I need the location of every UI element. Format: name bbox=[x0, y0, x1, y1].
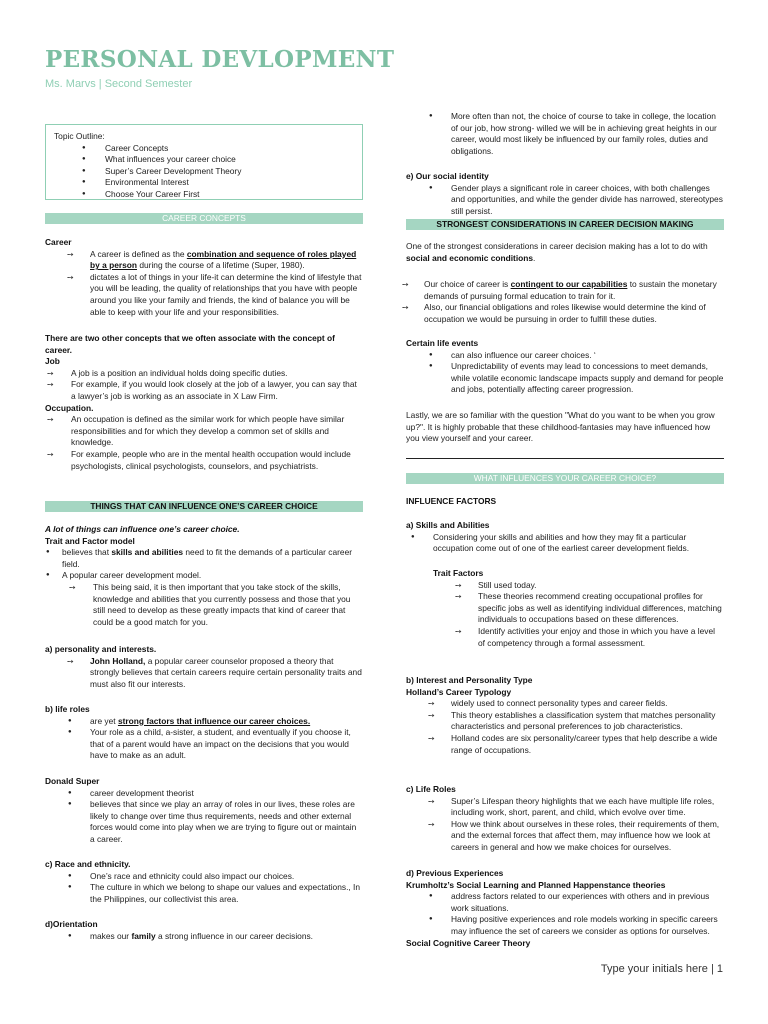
list-item bbox=[45, 882, 363, 905]
section-trait-factors bbox=[406, 568, 724, 649]
bullet-icon: ● bbox=[429, 351, 433, 358]
text: believes that since we play an array of roles in our lives, these roles are likely to change over time thus requirements, needs and other external forces would come into play when we are trying to figure out or maintain a career. bbox=[90, 799, 357, 844]
bullet-icon: ● bbox=[429, 916, 433, 923]
list-item: ● Environmental Interest bbox=[80, 177, 354, 189]
text: Also, our financial obligations and roles likewise would determine the kind of occupation we would be pursuing in order to fulfill these duties. bbox=[424, 302, 706, 324]
section-career bbox=[45, 237, 363, 318]
text: . bbox=[533, 252, 536, 263]
heading-personality: a) personality and interests. bbox=[45, 644, 157, 654]
heading-certain-life-events: Certain life events bbox=[406, 338, 479, 348]
text: dictates a lot of things in your life-it can determine the kind of lifestyle that you will be leading, the quality of relationships that you have with people around you like your family and friends, the kind of balance you will be able to keep with your life and your responsibilities. bbox=[90, 271, 362, 317]
arrow-icon: ➙ bbox=[67, 272, 74, 282]
section-life-roles bbox=[45, 704, 363, 762]
list-item bbox=[45, 547, 363, 570]
list-item bbox=[406, 361, 724, 396]
list-item bbox=[406, 626, 724, 649]
text: For example, people who are in the mental health occupation would include psychologists, clinical psychologists, counselors, and psychiatrists. bbox=[71, 448, 351, 471]
section-skills bbox=[406, 520, 724, 555]
list-item bbox=[45, 716, 363, 728]
list-item bbox=[406, 796, 724, 819]
heading-interest: b) Interest and Personality Type bbox=[406, 675, 533, 685]
list-item bbox=[45, 656, 363, 691]
page-footer: Type your initials here | 1 bbox=[600, 963, 723, 975]
heading-career: Career bbox=[45, 237, 72, 247]
list-item bbox=[45, 727, 363, 762]
text: How we think about ourselves in these roles, their requirements of them, and the external forces that affect them, may influence how we look at careers in general and how we make choices for ourselves. bbox=[451, 818, 720, 852]
list-item bbox=[45, 449, 363, 472]
text: widely used to connect personality types and career fields. bbox=[451, 698, 668, 709]
arrow-icon: ➙ bbox=[428, 796, 435, 806]
list-item bbox=[406, 698, 724, 710]
text: Holland codes are six personality/career types that help describe a wide range of occupations. bbox=[451, 732, 718, 755]
text: More often than not, the choice of course to take in college, the location of our job, how strong- willed we will be in achieving great heights in our career, would most likely be influenced by our family roles, duties and obligations. bbox=[451, 111, 717, 156]
text: These theories recommend creating occupational profiles for specific jobs as well as identifying individual differences, matching individuals to occupations based on these differences. bbox=[478, 591, 722, 625]
section-donald-super bbox=[45, 776, 363, 846]
section-previous-experiences bbox=[406, 868, 724, 949]
arrow-icon: ➙ bbox=[455, 580, 462, 590]
list-item: ● What influences your career choice bbox=[80, 154, 354, 166]
text: One of the strongest considerations in career decision making has a lot to do with bbox=[406, 241, 708, 251]
text: Our choice of career is bbox=[424, 279, 511, 289]
list-item bbox=[406, 733, 724, 756]
bullet-icon: ● bbox=[68, 884, 72, 891]
list-item bbox=[406, 350, 724, 362]
list-item bbox=[406, 891, 724, 914]
section-life-roles-right bbox=[406, 784, 724, 854]
emphasis: social and economic conditions bbox=[406, 252, 534, 263]
heading-previous: d) Previous Experiences bbox=[406, 868, 504, 878]
text: a popular career counselor proposed a theory that strongly believes that certain careers require certain personality traits and must also fit our interests. bbox=[90, 655, 362, 689]
section-certain-life-events bbox=[406, 338, 724, 396]
heading-krumholtz: Krumholtz’s Social Learning and Planned Happenstance theories bbox=[406, 879, 666, 890]
list-item bbox=[45, 799, 363, 845]
section-social-identity bbox=[406, 171, 724, 217]
bullet-icon: ● bbox=[429, 363, 433, 370]
arrow-icon: ➙ bbox=[428, 710, 435, 720]
section-course bbox=[406, 111, 724, 157]
text: to sustain the monetary demands of pursuing formal education to train for it. bbox=[424, 279, 717, 301]
list-item bbox=[406, 819, 724, 854]
arrow-icon: ➙ bbox=[47, 449, 54, 459]
page-subtitle: Ms. Marvs | Second Semester bbox=[45, 78, 193, 90]
text: For example, if you would look closely at the job of a lawyer, you can say that a lawyer’s job is working as an associate in X Law Firm. bbox=[71, 379, 357, 401]
list-item bbox=[406, 183, 724, 218]
emphasis: contingent to our capabilities bbox=[510, 279, 628, 289]
list-item bbox=[45, 249, 363, 272]
arrow-icon: ➙ bbox=[428, 733, 435, 743]
text: An occupation is defined as the similar work for which people have similar responsibilities and for which they develop a common set of skills and knowledge. bbox=[71, 414, 345, 448]
text: A career is defined as the bbox=[90, 248, 187, 259]
list-item bbox=[45, 570, 363, 582]
bullet-icon: ● bbox=[68, 729, 72, 736]
band-career-concepts: CAREER CONCEPTS bbox=[45, 213, 363, 224]
bullet-icon: ● bbox=[68, 717, 72, 724]
topic-outline-label: Topic Outline: bbox=[54, 131, 105, 141]
heading-occupation: Occupation. bbox=[45, 402, 94, 413]
text: One’s race and ethnicity could also impact our choices. bbox=[90, 870, 295, 881]
text: believes that bbox=[62, 547, 112, 558]
text: career development theorist bbox=[90, 787, 194, 798]
text: need to fit the demands of a particular career field. bbox=[62, 547, 353, 569]
section-strongest bbox=[406, 241, 724, 264]
list-item bbox=[406, 580, 724, 592]
bullet-icon: ● bbox=[46, 572, 50, 579]
heading-job: Job bbox=[45, 356, 60, 367]
list-item: ● Super’s Career Development Theory bbox=[80, 166, 354, 178]
text: can also influence our career choices. ‘ bbox=[451, 349, 596, 360]
bullet-icon: ● bbox=[429, 113, 433, 119]
emphasis: combination and sequence of roles played by a person bbox=[90, 248, 357, 271]
heading-life-roles: b) life roles bbox=[45, 704, 90, 714]
text: This theory establishes a classification system that matches personality characteristics and personal preferences to job characteristics. bbox=[451, 709, 716, 732]
bullet-icon: ● bbox=[68, 801, 72, 808]
text: Still used today. bbox=[478, 579, 537, 590]
heading-influence-factors: INFLUENCE FACTORS bbox=[406, 496, 497, 506]
text: Having positive experiences and role models working in specific careers may influence the set of careers we consider as options for ourselves. bbox=[451, 914, 718, 936]
section-trait bbox=[45, 524, 363, 628]
emphasis: strong factors that influence our career choices. bbox=[117, 715, 311, 726]
emphasis: skills and abilities bbox=[111, 547, 184, 558]
arrow-icon: ➙ bbox=[402, 303, 409, 313]
bullet-icon: ● bbox=[68, 932, 72, 939]
topic-outline-list bbox=[80, 143, 354, 201]
heading-race: c) Race and ethnicity. bbox=[45, 859, 131, 869]
emphasis: John Holland, bbox=[90, 655, 146, 666]
band-things-influence: THINGS THAT CAN INFLUENCE ONE’S CAREER CHOICE bbox=[45, 501, 363, 512]
text: makes our bbox=[90, 930, 132, 941]
bullet-icon: ● bbox=[429, 893, 433, 900]
list-item bbox=[45, 931, 363, 943]
heading-social-identity: e) Our social identity bbox=[406, 171, 489, 181]
list-item bbox=[45, 582, 363, 628]
arrow-icon: ➙ bbox=[428, 699, 435, 709]
list-item bbox=[402, 302, 724, 325]
arrow-icon: ➙ bbox=[47, 380, 54, 390]
bullet-icon: ● bbox=[68, 789, 72, 796]
bullet-icon: ● bbox=[68, 872, 72, 879]
list-item bbox=[406, 111, 724, 157]
text: A popular career development model. bbox=[62, 570, 202, 581]
text: a strong influence in our career decisions. bbox=[155, 930, 314, 941]
topic-outline-box bbox=[45, 124, 363, 200]
bullet-icon: ● bbox=[46, 549, 50, 556]
arrow-icon: ➙ bbox=[67, 249, 74, 259]
heading-two-concepts: There are two other concepts that we often associate with the concept of career. bbox=[45, 333, 335, 355]
heading-orientation: d)Orientation bbox=[45, 919, 98, 929]
section-interest bbox=[406, 675, 724, 756]
text: address factors related to our experiences with others and in previous work situations. bbox=[451, 891, 710, 913]
text: during the course of a lifetime (Super, 1980). bbox=[137, 260, 305, 271]
paragraph-strongest bbox=[406, 241, 724, 264]
list-item: ● Career Concepts bbox=[80, 143, 354, 155]
text: A job is a position an individual holds doing specific duties. bbox=[71, 367, 288, 378]
section-personality bbox=[45, 644, 363, 690]
bullet-icon: ● bbox=[411, 533, 415, 540]
arrow-icon: ➙ bbox=[455, 626, 462, 636]
emphasis: family bbox=[131, 930, 156, 941]
text: Identify activities your enjoy and those in which you have a level of competency through a formal assessment. bbox=[478, 625, 715, 648]
list-item bbox=[45, 788, 363, 800]
arrow-icon: ➙ bbox=[455, 592, 462, 602]
text: Super’s Lifespan theory highlights that we each have multiple life roles, including work, short, parent, and child, which evolve over time. bbox=[451, 795, 715, 818]
text: are yet bbox=[90, 715, 118, 726]
paragraph-lastly: Lastly, we are so familiar with the question "What do you want to be when you grow up?". It is highly probable that these childhood-fantasies may have influenced how you view yourself and your career. bbox=[406, 410, 715, 444]
list-item: ● Choose Your Career First bbox=[80, 189, 354, 201]
heading-holland: Holland’s Career Typology bbox=[406, 686, 512, 697]
divider bbox=[406, 458, 724, 459]
arrow-icon: ➙ bbox=[69, 582, 76, 592]
heading-trait-factors: Trait Factors bbox=[433, 568, 484, 578]
text: This being said, it is then important that you take stock of the skills, knowledge and abilities that you currently possess and those that you still need to develop as these greatly impacts that kind of career that could be a good match for you. bbox=[93, 581, 351, 627]
page-title: PERSONAL DEVLOPMENT bbox=[45, 46, 395, 73]
text: Unpredictability of events may lead to concessions to meet demands, while volatile economic landscape impacts supply and demand for people and jobs, potentially affecting career progression. bbox=[451, 361, 724, 395]
bullet-icon: ● bbox=[429, 184, 433, 191]
arrow-icon: ➙ bbox=[402, 280, 409, 289]
band-strongest: STRONGEST CONSIDERATIONS IN CAREER DECISION MAKING bbox=[406, 219, 724, 230]
heading-skills: a) Skills and Abilities bbox=[406, 520, 490, 530]
heading-donald-super: Donald Super bbox=[45, 776, 100, 786]
list-item bbox=[406, 914, 724, 937]
section-orientation bbox=[45, 919, 363, 942]
list-item bbox=[406, 710, 724, 733]
section-strongest-bullets bbox=[402, 279, 724, 325]
arrow-icon: ➙ bbox=[428, 819, 435, 829]
list-item bbox=[45, 379, 363, 402]
arrow-icon: ➙ bbox=[47, 415, 54, 425]
text: Your role as a child, a-sister, a student, and eventually if you choose it, that of a parent would have an impact on the decisions that you would have to make as an adult. bbox=[90, 727, 351, 761]
section-concepts bbox=[45, 333, 363, 472]
list-item bbox=[402, 279, 724, 302]
heading-trait: Trait and Factor model bbox=[45, 535, 135, 546]
text: Gender plays a significant role in career choices, with both challenges and opportunities, and while the gender divide has narrowed, stereotypes still persist. bbox=[451, 182, 723, 216]
text: Considering your skills and abilities and how they may fit a particular occupation come out of one of the earliest career development fields. bbox=[433, 531, 690, 554]
intro-lot-of-things: A lot of things can influence one’s career choice. bbox=[45, 524, 240, 534]
arrow-icon: ➙ bbox=[47, 368, 54, 378]
list-item bbox=[406, 591, 724, 626]
band-what-influences: WHAT INFLUENCES YOUR CAREER CHOICE? bbox=[406, 473, 724, 484]
section-race bbox=[45, 859, 363, 905]
list-item bbox=[45, 871, 363, 883]
text: The culture in which we belong to shape our values and expectations., In the Philippines, our collectivist this area. bbox=[90, 882, 361, 904]
heading-life-roles-right: c) Life Roles bbox=[406, 784, 456, 794]
list-item bbox=[45, 368, 363, 380]
list-item bbox=[406, 532, 724, 555]
heading-social-cognitive: Social Cognitive Career Theory bbox=[406, 937, 531, 948]
list-item bbox=[45, 414, 363, 449]
list-item bbox=[45, 272, 363, 318]
arrow-icon: ➙ bbox=[67, 656, 74, 666]
